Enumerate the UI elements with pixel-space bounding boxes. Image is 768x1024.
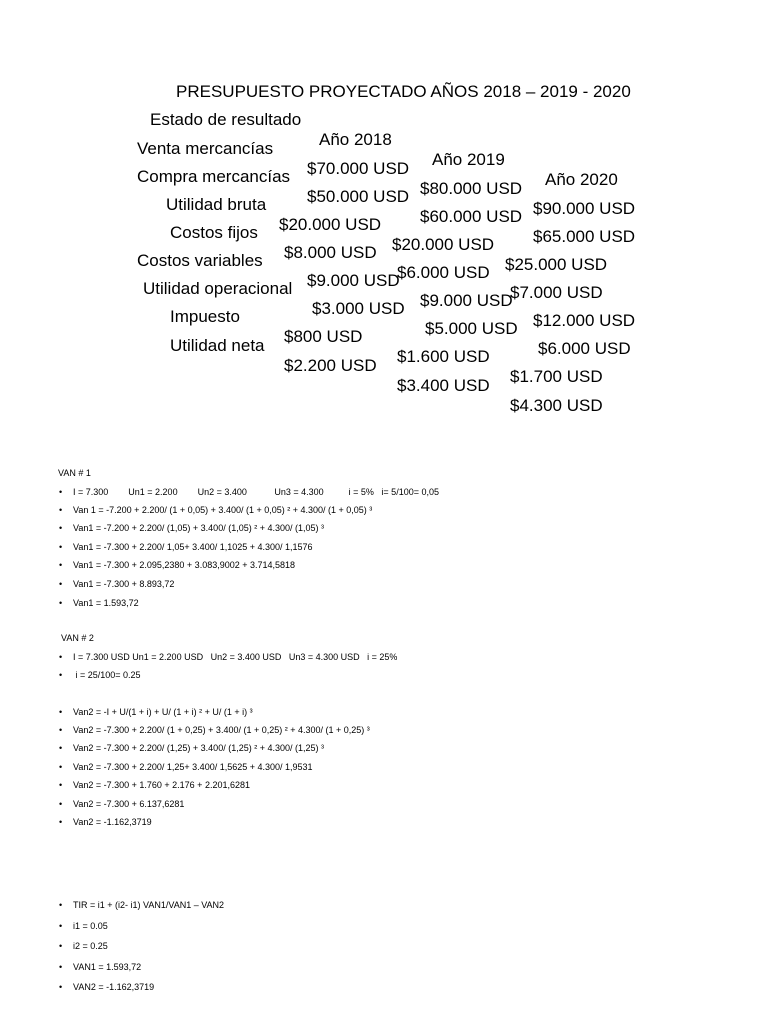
list-item: [59, 522, 324, 534]
row-value-2019: $3.400 USD: [397, 376, 490, 395]
row-label: Compra mercancías: [137, 167, 291, 186]
row-value-2018: $2.200 USD: [284, 356, 377, 375]
list-item-text: Van2 = -7.300 + 2.200/ (1 + 0,25) + 3.400/ (1 + 0,25) ² + 4.300/ (1 + 0,25) ³: [73, 725, 370, 735]
list-item: [59, 961, 142, 973]
list-item: [59, 597, 139, 609]
list-item: [59, 742, 324, 754]
list-item-text: Van1 = -7.200 + 2.200/ (1,05) + 3.400/ (1,05) ² + 4.300/ (1,05) ³: [73, 523, 324, 533]
row-label: Impuesto: [170, 307, 240, 326]
header-2020: Año 2020: [545, 170, 618, 189]
row-value-2018: $50.000 USD: [307, 187, 410, 206]
list-item: [59, 504, 373, 516]
list-item: [59, 651, 398, 663]
row-value-2020: $12.000 USD: [533, 311, 636, 330]
row-label: Utilidad bruta: [166, 195, 267, 214]
list-item-text: VAN1 = 1.593,72: [73, 962, 142, 972]
list-item-text: Van1 = -7.300 + 8.893,72: [73, 579, 175, 589]
bullet-icon: •: [59, 900, 63, 910]
row-value-2019: $60.000 USD: [420, 207, 523, 226]
list-item: [59, 920, 108, 932]
list-item: [59, 940, 108, 952]
table-row-utilidad-neta: [0, 316, 768, 416]
list-item-text: Van2 = -I + U/(1 + i) + U/ (1 + i) ² + U/ (1 + i) ³: [73, 707, 253, 717]
list-item: [59, 899, 225, 911]
row-value-2020: $4.300 USD: [510, 396, 603, 415]
list-item-text: Van1 = -7.300 + 2.095,2380 + 3.083,9002 + 3.714,5818: [73, 560, 296, 570]
list-item: [59, 669, 141, 681]
van2-heading: VAN # 2: [61, 633, 94, 643]
bullet-icon: •: [59, 652, 63, 662]
list-item: [59, 706, 253, 718]
list-item-text: i = 25/100= 0.25: [73, 670, 141, 680]
row-value-2019: $80.000 USD: [420, 179, 523, 198]
list-item-text: Van1 = -7.300 + 2.200/ 1,05+ 3.400/ 1,1025 + 4.300/ 1,1576: [73, 542, 313, 552]
header-2019: Año 2019: [432, 150, 505, 169]
row-value-2019: $9.000 USD: [420, 291, 513, 310]
row-value-2020: $7.000 USD: [510, 283, 603, 302]
row-label: Utilidad operacional: [143, 279, 293, 298]
row-value-2018: $70.000 USD: [307, 159, 410, 178]
list-item: [59, 559, 296, 571]
list-item-text: TIR = i1 + (i2- i1) VAN1/VAN1 – VAN2: [73, 900, 225, 910]
list-item-text: Van1 = 1.593,72: [73, 598, 139, 608]
bullet-icon: •: [59, 560, 63, 570]
list-item-text: Van2 = -7.300 + 2.200/ (1,25) + 3.400/ (1,25) ² + 4.300/ (1,25) ³: [73, 743, 324, 753]
row-value-2020: $1.700 USD: [510, 367, 603, 386]
list-item: [59, 724, 370, 736]
row-label: Costos fijos: [170, 223, 258, 242]
row-value-2019: $20.000 USD: [392, 235, 495, 254]
row-value-2018: $8.000 USD: [284, 243, 377, 262]
bullet-icon: •: [59, 579, 63, 589]
row-value-2019: $5.000 USD: [425, 319, 518, 338]
bullet-icon: •: [59, 505, 63, 515]
bullet-icon: •: [59, 762, 63, 772]
bullet-icon: •: [59, 780, 63, 790]
bullet-icon: •: [59, 941, 63, 951]
list-item: [59, 816, 152, 828]
header-2018: Año 2018: [319, 130, 392, 149]
row-value-2020: $6.000 USD: [538, 339, 631, 358]
row-value-2019: $6.000 USD: [397, 263, 490, 282]
bullet-icon: •: [59, 962, 63, 972]
row-value-2019: $1.600 USD: [397, 347, 490, 366]
list-item: [59, 779, 250, 791]
list-item: [59, 486, 439, 498]
bullet-icon: •: [59, 542, 63, 552]
list-item: [59, 761, 313, 773]
row-label: Venta mercancías: [137, 139, 274, 158]
row-value-2018: $9.000 USD: [307, 271, 400, 290]
row-value-2018: $800 USD: [284, 327, 363, 346]
van1-heading: VAN # 1: [58, 468, 91, 478]
row-value-2020: $65.000 USD: [533, 227, 636, 246]
row-value-2020: $90.000 USD: [533, 199, 636, 218]
list-item-text: Van2 = -7.300 + 6.137,6281: [73, 799, 185, 809]
bullet-icon: •: [59, 799, 63, 809]
row-value-2020: $25.000 USD: [505, 255, 608, 274]
list-item-text: VAN2 = -1.162,3719: [73, 982, 155, 992]
bullet-icon: •: [59, 725, 63, 735]
header-label: Estado de resultado: [150, 110, 302, 129]
bullet-icon: •: [59, 921, 63, 931]
bullet-icon: •: [59, 817, 63, 827]
list-item-text: i1 = 0.05: [73, 921, 108, 931]
bullet-icon: •: [59, 523, 63, 533]
list-item-text: Van 1 = -7.200 + 2.200/ (1 + 0,05) + 3.400/ (1 + 0,05) ² + 4.300/ (1 + 0,05) ³: [73, 505, 373, 515]
page-title-text: PRESUPUESTO PROYECTADO AÑOS 2018 – 2019 - 2020: [176, 82, 631, 101]
bullet-icon: •: [59, 670, 63, 680]
list-item-text: Van2 = -1.162,3719: [73, 817, 152, 827]
list-item-text: Van2 = -7.300 + 2.200/ 1,25+ 3.400/ 1,5625 + 4.300/ 1,9531: [73, 762, 313, 772]
bullet-icon: •: [59, 707, 63, 717]
bullet-icon: •: [59, 487, 63, 497]
list-item-text: I = 7.300 USD Un1 = 2.200 USD Un2 = 3.400 USD Un3 = 4.300 USD i = 25%: [73, 652, 398, 662]
list-item-text: I = 7.300 Un1 = 2.200 Un2 = 3.400 Un3 = 4.300 i = 5% i= 5/100= 0,05: [73, 487, 439, 497]
list-item: [59, 981, 155, 993]
list-item-text: Van2 = -7.300 + 1.760 + 2.176 + 2.201,6281: [73, 780, 250, 790]
row-value-2018: $3.000 USD: [312, 299, 405, 318]
list-item: [59, 541, 313, 553]
list-item: [59, 578, 175, 590]
bullet-icon: •: [59, 982, 63, 992]
row-value-2018: $20.000 USD: [279, 215, 382, 234]
row-label: Costos variables: [137, 251, 263, 270]
list-item-text: i2 = 0.25: [73, 941, 108, 951]
bullet-icon: •: [59, 743, 63, 753]
list-item: [59, 798, 185, 810]
bullet-icon: •: [59, 598, 63, 608]
row-label: Utilidad neta: [170, 336, 265, 355]
